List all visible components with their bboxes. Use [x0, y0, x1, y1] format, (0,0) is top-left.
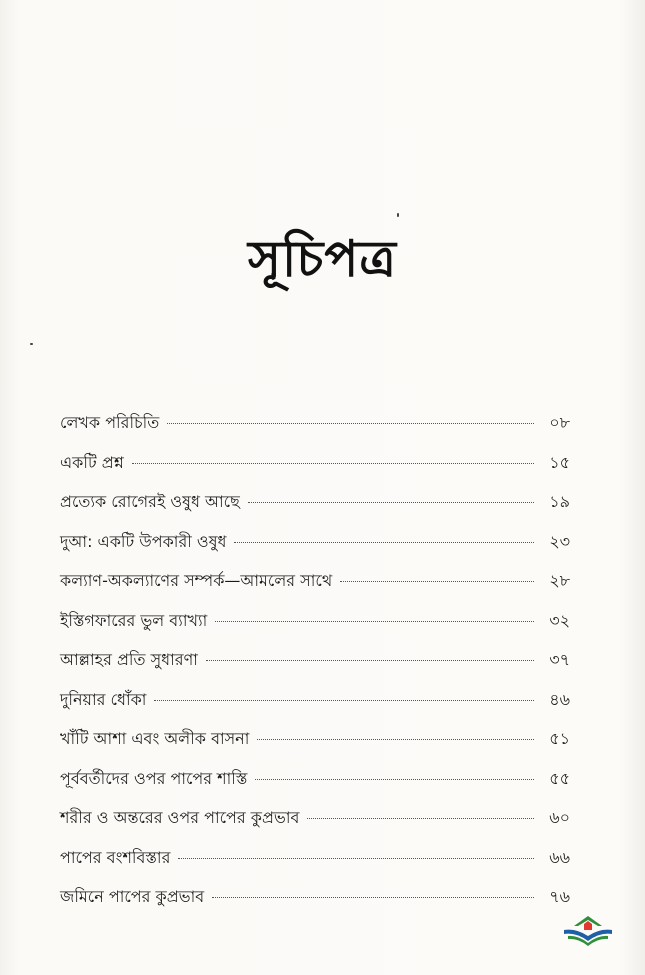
toc-row: [60, 410, 570, 450]
dot-leader: [212, 897, 534, 898]
toc-entry-title: পাপের বংশবিস্তার: [60, 847, 171, 867]
toc-entry-title: জমিনে পাপের কুপ্রভাব: [60, 887, 205, 906]
dot-leader: [167, 423, 534, 424]
toc-entry-title: দুআ: একটি উপকারী ওষুধ: [60, 531, 227, 551]
toc-row: [60, 687, 570, 727]
toc-row: [60, 805, 570, 845]
toc-page-number: ৩৭: [549, 650, 570, 669]
toc-page-number: ১৯: [549, 492, 570, 511]
toc-page-number: ৬৬: [549, 847, 570, 867]
toc-page-number: ২৩: [549, 531, 570, 551]
toc-row: [60, 766, 570, 806]
dot-leader: [234, 542, 534, 543]
dot-leader: [178, 858, 534, 859]
toc-page-number: ৭৬: [549, 887, 570, 906]
toc-page-number: ৫৫: [549, 768, 570, 788]
toc-row: [60, 529, 570, 569]
toc-entry-title: আল্লাহর প্রতি সুধারণা: [60, 650, 198, 669]
toc-row: [60, 568, 570, 608]
toc-page-number: ১৫: [549, 452, 570, 472]
dot-leader: [255, 779, 534, 780]
toc-row: [60, 726, 570, 766]
toc-page-number: ২৮: [549, 571, 570, 590]
toc-page-number: ৬০: [549, 808, 570, 827]
toc-entry-title: খাঁটি আশা এবং অলীক বাসনা: [60, 729, 250, 748]
dot-leader: [257, 739, 534, 740]
toc-page-number: ৩২: [549, 610, 570, 630]
scan-speck: [397, 213, 399, 217]
toc-row: [60, 647, 570, 687]
dot-leader: [340, 581, 534, 582]
toc-row: [60, 489, 570, 529]
toc-page-number: ০৮: [549, 413, 570, 432]
dot-leader: [154, 700, 534, 701]
toc-entry-title: একটি প্রশ্ন: [60, 452, 124, 472]
toc-row: [60, 845, 570, 885]
toc-entry-title: দুনিয়ার ধোঁকা: [60, 689, 147, 709]
toc-entry-title: পূর্ববর্তীদের ওপর পাপের শাস্তি: [60, 768, 248, 788]
scan-speck: [30, 343, 33, 345]
dot-leader: [248, 502, 534, 503]
toc-entry-title: শরীর ও অন্তরের ওপর পাপের কুপ্রভাব: [60, 808, 300, 827]
toc-entry-title: লেখক পরিচিতি: [60, 413, 160, 432]
toc-page-number: ৪৬: [549, 689, 570, 709]
toc-entry-title: ইস্তিগফারের ভুল ব্যাখ্যা: [60, 610, 208, 630]
dot-leader: [132, 463, 534, 464]
toc-row: [60, 884, 570, 924]
publisher-logo-icon: [562, 914, 614, 948]
toc-row: [60, 608, 570, 648]
toc-entry-title: কল্যাণ-অকল্যাণের সম্পর্ক—আমলের সাথে: [60, 571, 333, 590]
dot-leader: [307, 818, 534, 819]
page-title: সূচিপত্র: [248, 229, 397, 288]
toc-page-number: ৫১: [549, 729, 570, 748]
table-of-contents: [60, 410, 570, 924]
dot-leader: [215, 621, 534, 622]
dot-leader: [206, 660, 534, 661]
toc-row: [60, 450, 570, 490]
toc-entry-title: প্রত্যেক রোগেরই ওষুধ আছে: [60, 492, 240, 511]
